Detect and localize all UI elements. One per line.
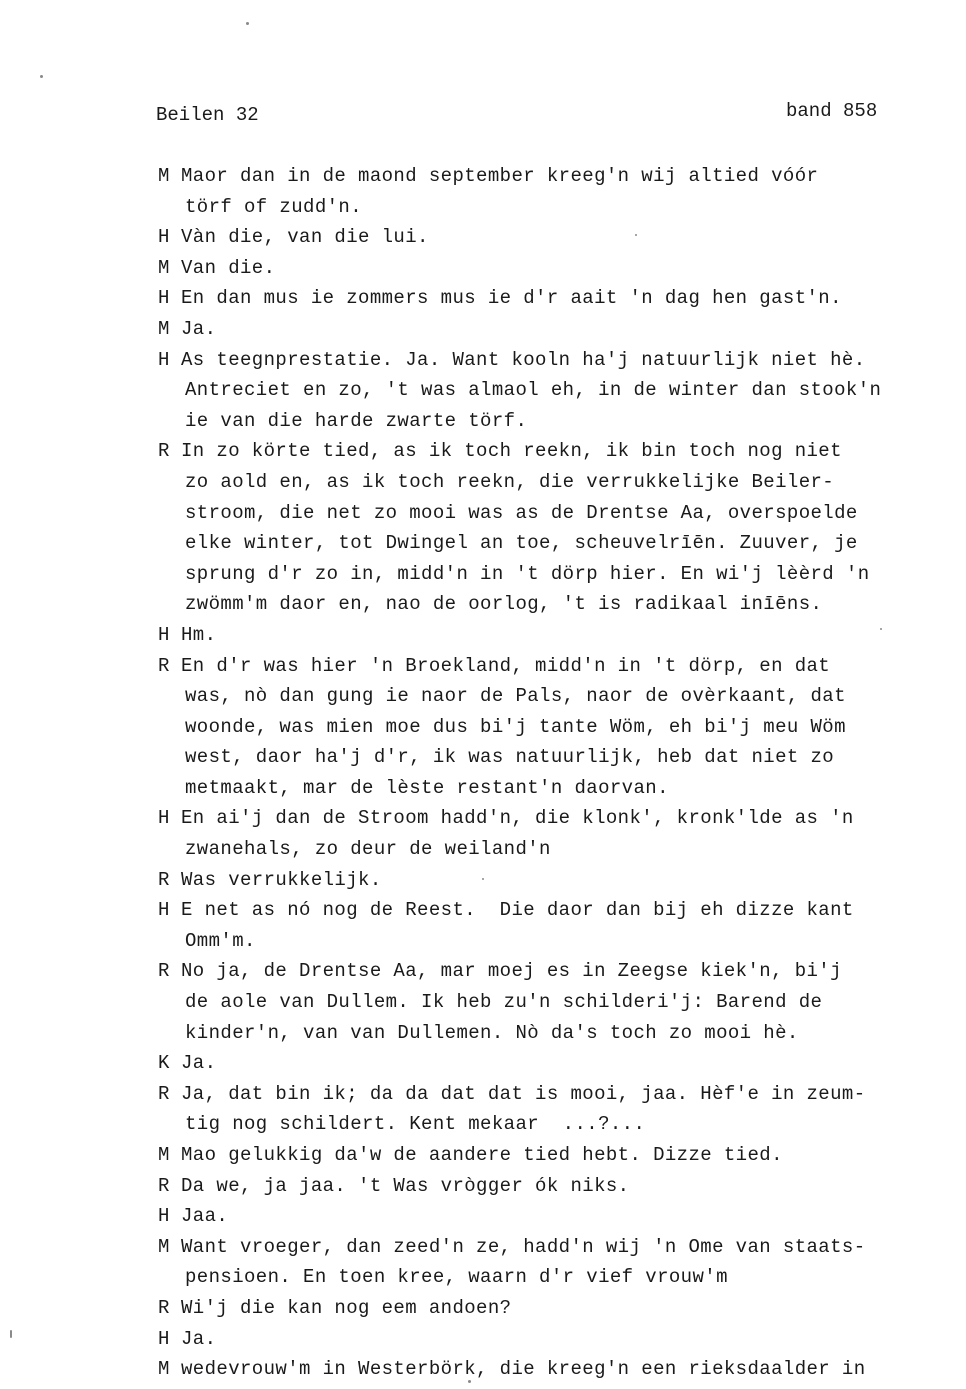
speaker-label: R [158,960,170,983]
transcript-turn [0,1293,966,1324]
utterance-text [181,956,921,1048]
utterance-line: Vàn die, van die lui. [181,226,429,249]
transcript-turn [0,283,966,314]
utterance-line: Wi'j die kan nog eem andoen? [181,1296,512,1319]
utterance-line: Maor dan in de maond september kreeg'n wij altied vóór [181,165,819,187]
scan-speck [635,234,637,236]
utterance-text [181,803,921,864]
transcript-turn [0,1354,966,1385]
speaker-label: K [158,1052,170,1075]
utterance-text [181,1201,921,1232]
speaker-label: H [158,899,170,922]
utterance-line: zwömm'm daor en, nao de oorlog, 't is radikaal inīēns. [185,593,823,616]
transcript-turn [0,803,966,864]
utterance-text [181,1171,921,1202]
speaker-label: M [158,165,170,187]
speaker-label: H [158,348,170,371]
scan-speck [10,1330,12,1338]
utterance-line: In zo körte tied, as ik toch reekn, ik bin toch nog niet [181,440,842,463]
speaker-label: R [158,654,170,677]
speaker-label: H [158,807,170,830]
utterance-line: Ja, dat bin ik; da da dat dat is mooi, jaa. Hèf'e in zeum- [181,1082,866,1105]
speaker-label: H [158,226,170,249]
transcript-turn [0,314,966,345]
utterance-line: En ai'j dan de Stroom hadd'n, die klonk', kronk'lde as 'n [181,807,854,830]
transcript-turn [0,1232,966,1293]
transcript-turn [0,1171,966,1202]
utterance-line: zwanehals, zo deur de weiland'n [185,838,551,861]
utterance-line: woonde, was mien moe dus bi'j tante Wöm, eh bi'j meu Wöm [185,715,846,738]
transcript-turn [0,253,966,284]
utterance-line: west, daor ha'j d'r, ik was natuurlijk, heb dat niet zo [185,746,835,769]
scan-speck [246,22,249,25]
transcript-turn [0,345,966,437]
utterance-line: elke winter, tot Dwingel an toe, scheuvelrīēn. Zuuver, je [185,532,858,555]
utterance-text [181,895,921,956]
utterance-line: Van die. [181,256,276,279]
utterance-text [181,620,921,651]
utterance-text [181,1293,921,1324]
utterance-line: Ja. [181,1327,217,1350]
speaker-label: R [158,1174,170,1197]
speaker-label: H [158,287,170,310]
utterance-line: zo aold en, as ik toch reekn, die verrukkelijke Beiler- [185,470,835,493]
utterance-text [181,1048,921,1079]
utterance-text [181,314,921,345]
speaker-label: R [158,440,170,463]
utterance-line: stroom, die net zo mooi was as de Drentse Aa, overspoelde [185,501,858,524]
scan-speck [40,75,43,78]
speaker-label: H [158,623,170,646]
transcript-turn [0,895,966,956]
transcript-turn [0,1048,966,1079]
speaker-label: R [158,868,170,891]
transcript-turn [0,956,966,1048]
utterance-line: Was verrukkelijk. [181,868,382,891]
transcript-turn [0,1079,966,1140]
utterance-line: Jaa. [181,1205,229,1228]
utterance-line: Mao gelukkig da'w de aandere tied hebt. Dizze tied. [181,1144,783,1166]
utterance-line: E net as nó nog de Reest. Die daor dan bij eh dizze kant [181,899,854,922]
scan-speck [880,628,882,630]
utterance-line: Ja. [181,317,217,340]
utterance-line: Omm'm. [185,929,256,952]
utterance-line: ie van die harde zwarte törf. [185,409,528,432]
page-header-right: band 858 [786,100,878,122]
utterance-line: tig nog schildert. Kent mekaar ...?... [185,1113,646,1136]
utterance-line: Want vroeger, dan zeed'n ze, hadd'n wij 'n Ome van staats- [181,1235,866,1258]
utterance-line: En dan mus ie zommers mus ie d'r aait 'n dag hen gast'n. [181,287,842,310]
utterance-text [181,865,921,896]
utterance-line: was, nò dan gung ie naor de Pals, naor de ovèrkaant, dat [185,685,846,708]
utterance-text [181,1354,921,1385]
transcript-body [0,161,966,1385]
utterance-text [181,436,921,620]
utterance-text [181,161,921,222]
utterance-line: sprung d'r zo in, midd'n in 't dörp hier. En wi'j lèèrd 'n [185,562,870,585]
speaker-label: M [158,1144,170,1166]
utterance-text [181,222,921,253]
speaker-label: M [158,317,170,340]
page-header-left: Beilen 32 [156,104,259,126]
utterance-line: de aole van Dullem. Ik heb zu'n schilderi'j: Barend de [185,991,823,1014]
transcript-turn [0,436,966,620]
transcript-turn [0,1324,966,1355]
utterance-text [181,1079,921,1140]
utterance-line: kinder'n, van van Dullemen. Nò da's toch zo mooi hè. [185,1021,799,1044]
speaker-label: M [158,1358,170,1381]
utterance-text [181,283,921,314]
speaker-label: H [158,1205,170,1228]
speaker-label: R [158,1296,170,1319]
utterance-line: En d'r was hier 'n Broekland, midd'n in 't dörp, en dat [181,654,831,677]
utterance-line: Ja. [181,1052,217,1075]
scan-speck [468,1380,471,1383]
transcript-turn [0,161,966,222]
utterance-line: törf of zudd'n. [185,195,363,218]
utterance-line: As teegnprestatie. Ja. Want kooln ha'j natuurlijk niet hè. [181,348,866,371]
utterance-line: Hm. [181,623,217,646]
transcript-turn [0,651,966,804]
speaker-label: M [158,256,170,279]
scan-speck [482,878,484,880]
utterance-text [181,651,921,804]
utterance-line: wedevrouw'm in Westerbörk, die kreeg'n een rieksdaalder in [181,1358,866,1381]
transcript-turn [0,222,966,253]
utterance-line: pensioen. En toen kree, waarn d'r vief vrouw'm [185,1266,728,1289]
utterance-text [181,1140,921,1171]
speaker-label: H [158,1327,170,1350]
utterance-line: No ja, de Drentse Aa, mar moej es in Zeegse kiek'n, bi'j [181,960,842,983]
speaker-label: R [158,1082,170,1105]
speaker-label: M [158,1235,170,1258]
transcript-turn [0,620,966,651]
utterance-line: Antreciet en zo, 't was almaol eh, in de winter dan stook'n [185,379,882,402]
utterance-line: Da we, ja jaa. 't Was vrògger ók niks. [181,1174,630,1197]
utterance-text [181,253,921,284]
transcript-turn [0,1201,966,1232]
utterance-line: metmaakt, mar de lèste restant'n daorvan. [185,776,669,799]
utterance-text [181,345,921,437]
utterance-text [181,1232,921,1293]
utterance-text [181,1324,921,1355]
transcript-turn [0,1140,966,1171]
